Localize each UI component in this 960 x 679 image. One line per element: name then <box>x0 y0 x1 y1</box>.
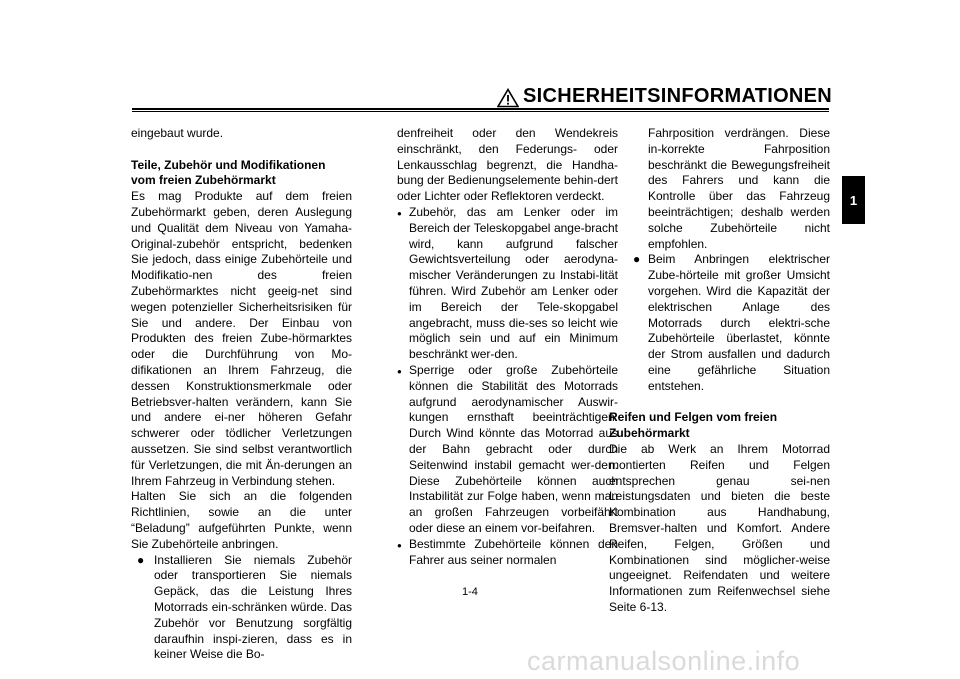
list-item <box>397 363 618 537</box>
column-right <box>609 126 830 616</box>
accessories-heading: Teile, Zubehör und Modifikationen vom freien Zubehörmarkt <box>131 157 326 188</box>
column-left <box>131 126 352 663</box>
column-middle <box>397 126 618 568</box>
bullet-icon: ● <box>397 208 402 218</box>
list-item <box>397 537 618 569</box>
tires-heading: Reifen und Felgen vom freien Zubehörmarkt <box>609 410 778 441</box>
accessories-paragraph: Es mag Produkte auf dem freien Zubehörmarkt geben, deren Auslegung und Qualität dem Niveau von Yamaha-Original-zubehör entspricht, bedenken Sie jedoch, dass einige Zubehörteile und Modifikatio-nen des freien Zubehörmarktes nicht geeig-net sind wegen potenzieller Sicherheitsrisiken für Sie und andere. Der Einbau von Produkten des freien Zube-hörmarktes oder die Durchführung von Mo-difikationen an Ihrem Fahrzeug, die dessen Konstruktionsmerkmale oder Betriebsver-halten verändern, kann Sie und andere ei-ner höheren Gefahr schwerer oder tödlicher Verletzungen aussetzen. Sie sind selbst verantwortlich für Verletzungen, die mit Än-derungen an Ihrem Fahrzeug in Verbindung stehen. <box>131 189 352 488</box>
list-item <box>397 205 618 363</box>
list-item-text: Installieren Sie niemals Zubehör oder transportieren Sie niemals Gepäck, das die Leistung Ihres Motorrads ein-schränken würde. Das Zubehör vor Benutzung sorgfältig daraufhin inspi-zieren, dass es in keiner Weise die Bo- <box>154 552 352 662</box>
list-item <box>131 553 352 664</box>
header-rule <box>132 108 829 110</box>
continued-text: Fahrposition verdrängen. Diese in-korrekte Fahrposition beschränkt die Bewegungsfreiheit des Fahrers und kann die Kontrolle über das Fahrzeug beeinträchtigen; deshalb werden solche Zubehörteile nicht empfohlen. <box>648 126 830 251</box>
page-number: 1-4 <box>462 586 478 598</box>
tires-paragraph: Die ab Werk an Ihrem Motorrad montierten Reifen und Felgen entsprechen genau sei-nen Leistungsdaten und bieten die beste Kombination aus Handhabung, Bremsver-halten und Komfort. Andere Reifen, Felgen, Größen und Kombinationen sind möglicher-weise ungeeignet. Reifendaten und weitere Informationen zum Reifenwechsel siehe Seite 6-13. <box>609 441 830 614</box>
intro-text: eingebaut wurde. <box>131 126 224 140</box>
bullet-icon: ● <box>633 252 641 267</box>
bullet-icon: ● <box>397 540 402 550</box>
bullet-icon: ● <box>397 366 402 376</box>
list-item <box>609 252 830 394</box>
list-item-text: Beim Anbringen elektrischer Zube-hörteile mit großer Umsicht vorgehen. Wird die Kapazität der elektrischen Anlage des Motorrads durch elektri-sche Zubehörteile überlastet, könnte der Strom ausfallen und dadurch eine gefährliche Situation entstehen. <box>648 252 830 393</box>
header-rule-thin <box>132 111 829 112</box>
bullet-icon: ● <box>137 552 145 567</box>
warning-triangle-icon <box>497 88 519 108</box>
chapter-tab: 1 <box>842 176 865 224</box>
section-title: SICHERHEITSINFORMATIONEN <box>523 85 833 107</box>
watermark: carmanualsonline.info <box>527 646 801 676</box>
list-item-text: Zubehör, das am Lenker oder im Bereich der Teleskopgabel ange-bracht wird, kann aufgrund falscher Gewichtsverteilung oder aerodyna-mischer Veränderungen zu Instabi-lität führen. Wird Zubehör am Lenker oder im Bereich der Tele-skopgabel angebracht, muss die-ses so leicht wie möglich sein und auf ein Minimum beschränkt wer-den. <box>409 204 618 362</box>
list-item-text: Sperrige oder große Zubehörteile können die Stabilität des Motorrads aufgrund aerodynamischer Auswir-kungen ernsthaft beeinträchtigen. Durch Wind könnte das Motorrad aus der Bahn gebracht oder durch Seitenwind instabil gemacht wer-den. Diese Zubehörteile können auch Instabilität zur Folge haben, wenn man an großen Fahrzeugen vorbeifährt oder diese an einem vor-beifahren. <box>409 362 618 535</box>
list-item-text: Bestimmte Zubehörteile können den Fahrer aus seiner normalen <box>409 536 618 567</box>
guidelines-paragraph: Halten Sie sich an die folgenden Richtlinien, sowie an die unter “Beladung” aufgeführten Punkte, wenn Sie Zubehörteile anbringen. <box>131 489 352 551</box>
continued-text: denfreiheit oder den Wendekreis einschränkt, den Federungs- oder Lenkausschlag begrenzt, die Handha-bung der Bedienungselemente behin-dert oder Lichter oder Reflektoren verdeckt. <box>397 126 618 204</box>
